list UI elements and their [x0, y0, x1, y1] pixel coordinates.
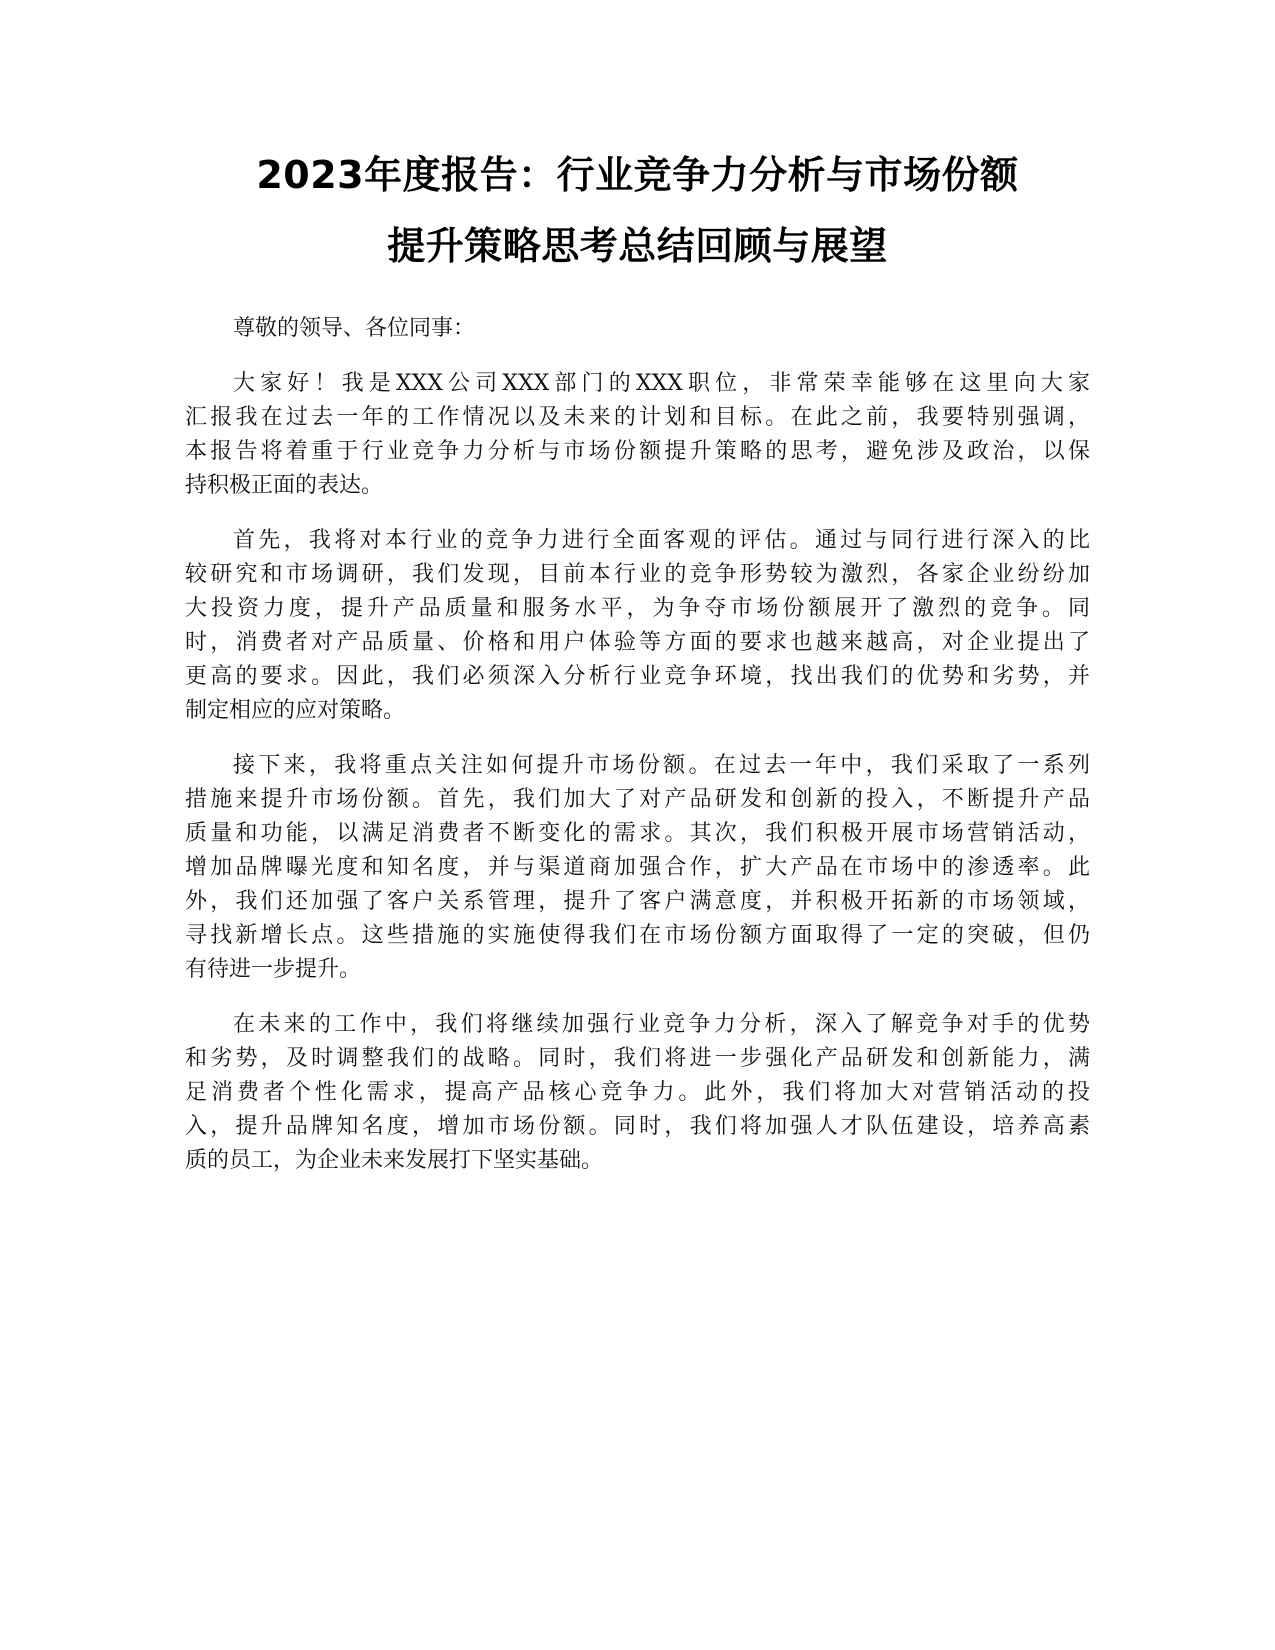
- paragraph-line: 寻找新增长点。这些措施的实施使得我们在市场份额方面取得了一定的突破，但仍: [185, 923, 1090, 948]
- paragraph-4: [185, 1008, 1090, 1178]
- paragraph-line: 质的员工，为企业未来发展打下坚实基础。: [185, 1148, 604, 1173]
- paragraph-line: 质量和功能，以满足消费者不断变化的需求。其次，我们积极开展市场营销活动，: [185, 821, 1090, 846]
- title-line-2: 提升策略思考总结回顾与展望: [387, 224, 888, 268]
- paragraph-line: 增加品牌曝光度和知名度，并与渠道商加强合作，扩大产品在市场中的渗透率。此: [185, 855, 1090, 880]
- paragraph-line: 制定相应的应对策略。: [185, 698, 406, 723]
- paragraph-3: [185, 749, 1090, 987]
- document-body: [185, 312, 1090, 1199]
- title-line-1: 2023年度报告：行业竞争力分析与市场份额: [256, 153, 1019, 197]
- paragraph-line: 大家好！我是XXX公司XXX部门的XXX职位，非常荣幸能够在这里向大家: [233, 371, 1090, 396]
- paragraph-line: 入，提升品牌知名度，增加市场份额。同时，我们将加强人才队伍建设，培养高素: [185, 1114, 1090, 1139]
- paragraph-line: 持积极正面的表达。: [185, 473, 384, 498]
- paragraph-line: 时，消费者对产品质量、价格和用户体验等方面的要求也越来越高，对企业提出了: [185, 630, 1090, 655]
- paragraph-line: 措施来提升市场份额。首先，我们加大了对产品研发和创新的投入，不断提升产品: [185, 787, 1090, 812]
- paragraph-line: 较研究和市场调研，我们发现，目前本行业的竞争形势较为激烈，各家企业纷纷加: [185, 562, 1090, 587]
- paragraph-line: 首先，我将对本行业的竞争力进行全面客观的评估。通过与同行进行深入的比: [233, 528, 1090, 553]
- paragraph-1: [185, 367, 1090, 503]
- paragraph-line: 接下来，我将重点关注如何提升市场份额。在过去一年中，我们采取了一系列: [233, 753, 1090, 778]
- paragraph-line: 本报告将着重于行业竞争力分析与市场份额提升策略的思考，避免涉及政治，以保: [185, 439, 1090, 464]
- paragraph-line: 有待进一步提升。: [185, 957, 362, 982]
- document-title: [185, 140, 1090, 282]
- paragraph-2: [185, 524, 1090, 728]
- paragraph-line: 外，我们还加强了客户关系管理，提升了客户满意度，并积极开拓新的市场领域，: [185, 889, 1090, 914]
- paragraph-line: 大投资力度，提升产品质量和服务水平，为争夺市场份额展开了激烈的竞争。同: [185, 596, 1090, 621]
- salutation: 尊敬的领导、各位同事：: [233, 316, 476, 341]
- paragraph-line: 更高的要求。因此，我们必须深入分析行业竞争环境，找出我们的优势和劣势，并: [185, 664, 1090, 689]
- paragraph-line: 在未来的工作中，我们将继续加强行业竞争力分析，深入了解竞争对手的优势: [233, 1012, 1090, 1037]
- paragraph-line: 足消费者个性化需求，提高产品核心竞争力。此外，我们将加大对营销活动的投: [185, 1080, 1090, 1105]
- paragraph-line: 和劣势，及时调整我们的战略。同时，我们将进一步强化产品研发和创新能力，满: [185, 1046, 1090, 1071]
- paragraph-line: 汇报我在过去一年的工作情况以及未来的计划和目标。在此之前，我要特别强调，: [185, 405, 1090, 430]
